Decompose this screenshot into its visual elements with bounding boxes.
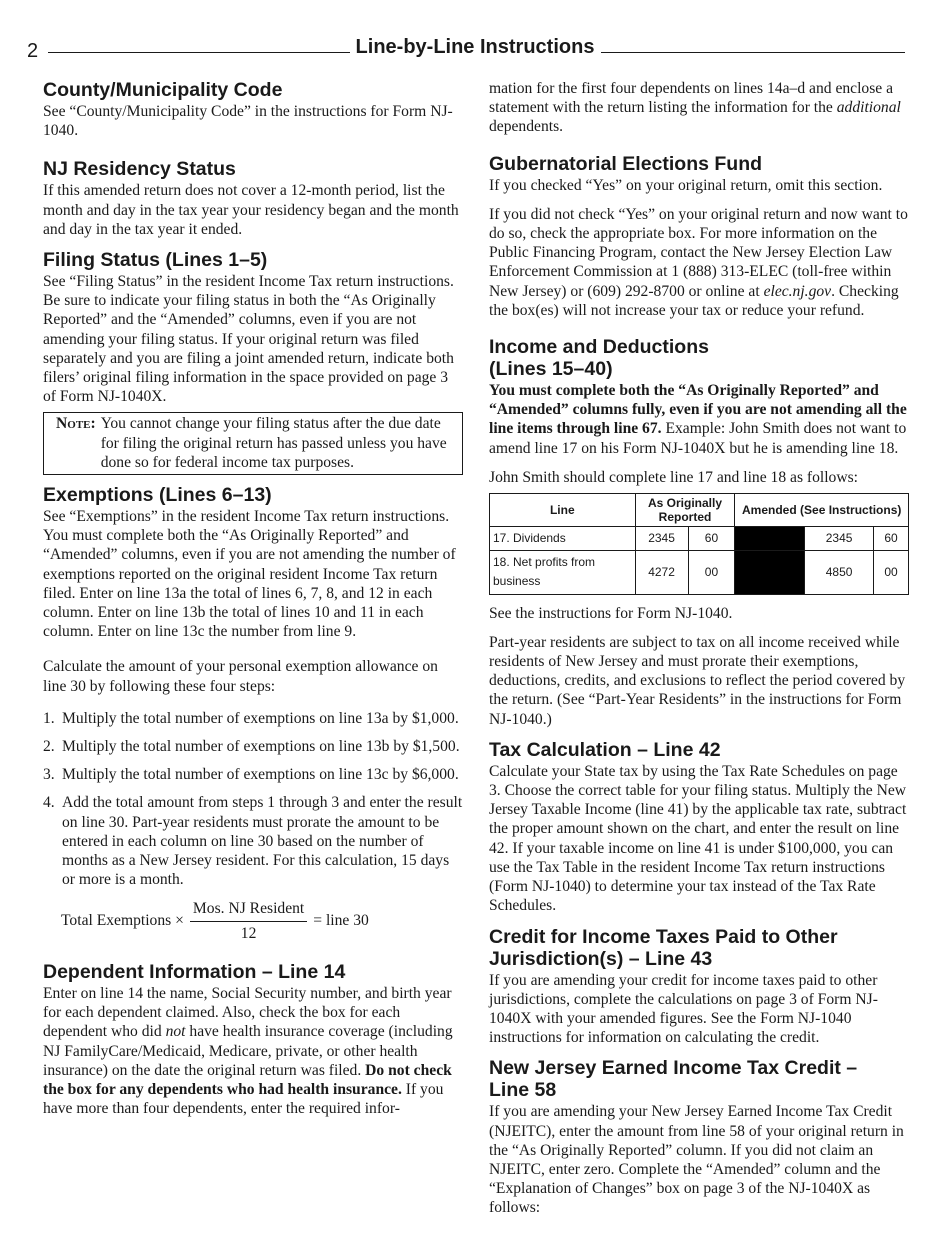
table-cell-line: 18. Net profits from business <box>490 551 636 594</box>
table-cell-orig-cents: 00 <box>688 551 735 594</box>
credit-text: If you are amending your credit for income taxes paid to other jurisdictions, complete the calculations on page 3 of Form NJ-1040X with your amended figures. See the Form NJ-1040 instructions for information on calculating the credit. <box>489 971 878 1047</box>
note-box <box>43 412 463 475</box>
exemptions-text: See “Exemptions” in the resident Income Tax return instructions. You must complete both the “As Originally Reported” and “Amended” columns, even if you are not amending the number of exemptions reported on the original resident Income Tax return filed. Enter on line 13a the total of lines 6, 7, 8, and 12 in each column. Enter on line 13b the total of lines 10 and 11 in each column. Enter on line 13c the number from line 9. <box>43 508 456 641</box>
column-header-amended: Amended (See Instructions) <box>735 494 909 527</box>
table-cell-blacked-out <box>735 551 805 594</box>
income-section <box>489 336 909 729</box>
left-column <box>43 79 463 1128</box>
list-item <box>43 793 463 889</box>
filing-heading: Filing Status (Lines 1–5) <box>43 249 268 272</box>
income-text-rest: Example: John Smith does not want to amend line 17 on his Form NJ-1040X but he is amending line 18. <box>489 420 907 457</box>
list-item <box>43 737 463 756</box>
county-section <box>43 79 463 140</box>
formula-denominator: 12 <box>240 924 257 942</box>
residency-text: If this amended return does not cover a 12-month period, list the month and day in the tax year your residency began and the month and day in the tax year it ended. <box>43 182 459 238</box>
table-cell-line: 17. Dividends <box>490 527 636 551</box>
formula-left: Total Exemptions × <box>61 912 184 930</box>
table-row <box>490 551 909 594</box>
eitc-section <box>489 1057 909 1217</box>
example-table <box>489 493 909 595</box>
credit-heading-line-2: Jurisdiction(s) – Line 43 <box>489 947 713 970</box>
dependent-section <box>43 961 463 1118</box>
dependent-continuation <box>489 79 909 137</box>
list-item <box>43 709 463 728</box>
residency-section <box>43 158 463 239</box>
step-number: 1. <box>43 709 55 727</box>
gubernatorial-p2-b: . Checking the box(es) will not increase your tax or reduce your refund. <box>489 282 899 319</box>
column-header-line: Line <box>490 494 636 527</box>
income-heading-line-1: Income and Deductions <box>489 336 709 359</box>
formula-fraction <box>190 899 307 943</box>
table-cell-orig-dollars: 4272 <box>635 551 688 594</box>
county-text: See “County/Municipality Code” in the instructions for Form NJ-1040. <box>43 103 453 140</box>
gubernatorial-heading: Gubernatorial Elections Fund <box>489 152 763 175</box>
formula-right: = line 30 <box>313 912 369 930</box>
continuation-text-italic: additional <box>836 99 901 117</box>
right-column <box>489 79 909 1228</box>
dependent-heading: Dependent Information – Line 14 <box>43 960 346 983</box>
note-label: Note: <box>56 415 96 433</box>
dependent-text <box>43 984 463 1118</box>
income-example-intro: John Smith should complete line 17 and line 18 as follows: <box>489 468 859 486</box>
step-text: Multiply the total number of exemptions on line 13c by $6,000. <box>62 766 459 784</box>
list-item <box>43 765 463 784</box>
column-header-original: As Originally Reported <box>635 494 735 527</box>
formula-numerator: Mos. NJ Resident <box>190 899 307 922</box>
income-heading-line-2: (Lines 15–40) <box>489 358 613 381</box>
credit-heading-line-1: Credit for Income Taxes Paid to Other <box>489 925 838 948</box>
step-text: Multiply the total number of exemptions on line 13a by $1,000. <box>62 709 459 727</box>
residency-heading: NJ Residency Status <box>43 158 236 181</box>
county-heading: County/Municipality Code <box>43 79 283 101</box>
eitc-text: If you are amending your New Jersey Earned Income Tax Credit (NJEITC), enter the amount from line 58 of your original return in the “As Originally Reported” column. If you did not claim an NJEITC, enter zero. Complete the “Amended” column and the “Explanation of Changes” box on page 3 of the NJ-1040X as follows: <box>489 1103 904 1217</box>
eitc-heading-line-2: Line 58 <box>489 1079 557 1102</box>
page-header <box>0 36 950 62</box>
exemptions-steps-intro: Calculate the amount of your personal exemption allowance on line 30 by following these four steps: <box>43 658 438 695</box>
continuation-text-b: dependents. <box>489 118 564 136</box>
header-rule-right <box>601 52 905 53</box>
step-text: Add the total amount from steps 1 through 3 and enter the result on line 30. Part-year residents must prorate the amount to be entered in each column on line 30 based on the number of months as a New Jersey resident. For this calculation, 15 days or more is a month. <box>62 794 463 889</box>
eitc-heading-line-1: New Jersey Earned Income Tax Credit – <box>489 1057 858 1080</box>
table-cell-amend-dollars: 4850 <box>805 551 874 594</box>
exemptions-section <box>43 484 463 943</box>
step-number: 3. <box>43 766 55 784</box>
income-text-bold: You must complete both the “As Originally Reported” and “Amended” columns fully, even if you are not amending all the line items through line 67. <box>489 382 907 438</box>
table-cell-amend-cents: 60 <box>874 527 909 551</box>
dependent-text-not: not <box>165 1023 186 1041</box>
filing-text: See “Filing Status” in the resident Income Tax return instructions. Be sure to indicate your filing status in both the “As Originally Reported” and the “Amended” columns, even if you are not amending your filing status. If your original return was filed separately and you are filing a joint amended return, indicate both filers’ original filing information in the space provided on page 3 of Form NJ-1040X. <box>43 273 454 406</box>
credit-section <box>489 926 909 1048</box>
income-text <box>489 381 909 458</box>
gubernatorial-p1: If you checked “Yes” on your original return, omit this section. <box>489 176 883 194</box>
note-text: You cannot change your filing status after the due date for filing the original return has passed unless you have done so for federal income tax purposes. <box>100 415 447 471</box>
income-heading <box>489 336 909 380</box>
step-number: 2. <box>43 738 55 756</box>
exemption-steps-list <box>43 709 463 890</box>
elec-website-link[interactable]: elec.nj.gov <box>763 282 832 300</box>
credit-heading <box>489 926 909 970</box>
table-cell-amend-cents: 00 <box>874 551 909 594</box>
gubernatorial-p2 <box>489 205 909 320</box>
table-cell-orig-cents: 60 <box>688 527 735 551</box>
dependent-text-c: If you have more than four dependents, enter the required infor- <box>43 1080 444 1118</box>
continuation-text-a: mation for the first four dependents on lines 14a–d and enclose a statement with the return listing the information for the <box>489 80 894 117</box>
step-text: Multiply the total number of exemptions on line 13b by $1,500. <box>62 738 460 756</box>
exemptions-heading: Exemptions (Lines 6–13) <box>43 484 272 507</box>
eitc-heading <box>489 1057 909 1101</box>
taxcalc-text: Calculate your State tax by using the Tax Rate Schedules on page 3. Choose the correct table for your filing status. Multiply the New Jersey Taxable Income (line 41) by the applicable tax rate, subtract the proper amount shown on the chart, and enter the result on line 42. If your taxable income on line 41 is under $100,000, you can use the Tax Table in the resident Income Tax return instructions (Form NJ-1040) to determine your tax instead of the Tax Rate Schedules. <box>489 762 907 915</box>
page-title: Line-by-Line Instructions <box>355 36 595 58</box>
taxcalc-section <box>489 739 909 916</box>
dependent-text-a: Enter on line 14 the name, Social Security number, and birth year for each dependent claimed. Also, check the box for each dependent who did <box>43 984 452 1041</box>
table-cell-amend-dollars: 2345 <box>805 527 874 551</box>
income-part-year: Part-year residents are subject to tax on all income received while residents of New Jersey and must prorate their exemptions, deductions, credits, and exclusions to reflect the period covered by the return. (See “Part-Year Residents” in the instructions for Form NJ-1040.) <box>489 633 906 728</box>
step-number: 4. <box>43 794 55 812</box>
table-cell-blacked-out <box>735 527 805 551</box>
dependent-text-b: have health insurance coverage (including NJ FamilyCare/Medicaid, Medicare, private, or other health insurance) on the date the original return was filed. <box>43 1023 453 1079</box>
table-cell-orig-dollars: 2345 <box>635 527 688 551</box>
table-header-row <box>490 494 909 527</box>
income-see-instructions: See the instructions for Form NJ-1040. <box>489 604 733 622</box>
table-row <box>490 527 909 551</box>
taxcalc-heading: Tax Calculation – Line 42 <box>489 738 721 761</box>
dependent-text-bold: Do not check the box for any dependents who had health insurance. <box>43 1061 452 1098</box>
gubernatorial-p2-a: If you did not check “Yes” on your original return and now want to do so, check the appropriate box. For more information on the Public Financing Program, contact the New Jersey Election Law Enforcement Commission at 1 (888) 313-ELEC (toll-free within New Jersey) or (609) 292-8700 or online at <box>489 205 908 300</box>
filing-section <box>43 249 463 406</box>
page-number: 2 <box>27 40 39 62</box>
exemption-formula <box>61 899 463 943</box>
gubernatorial-section <box>489 153 909 320</box>
